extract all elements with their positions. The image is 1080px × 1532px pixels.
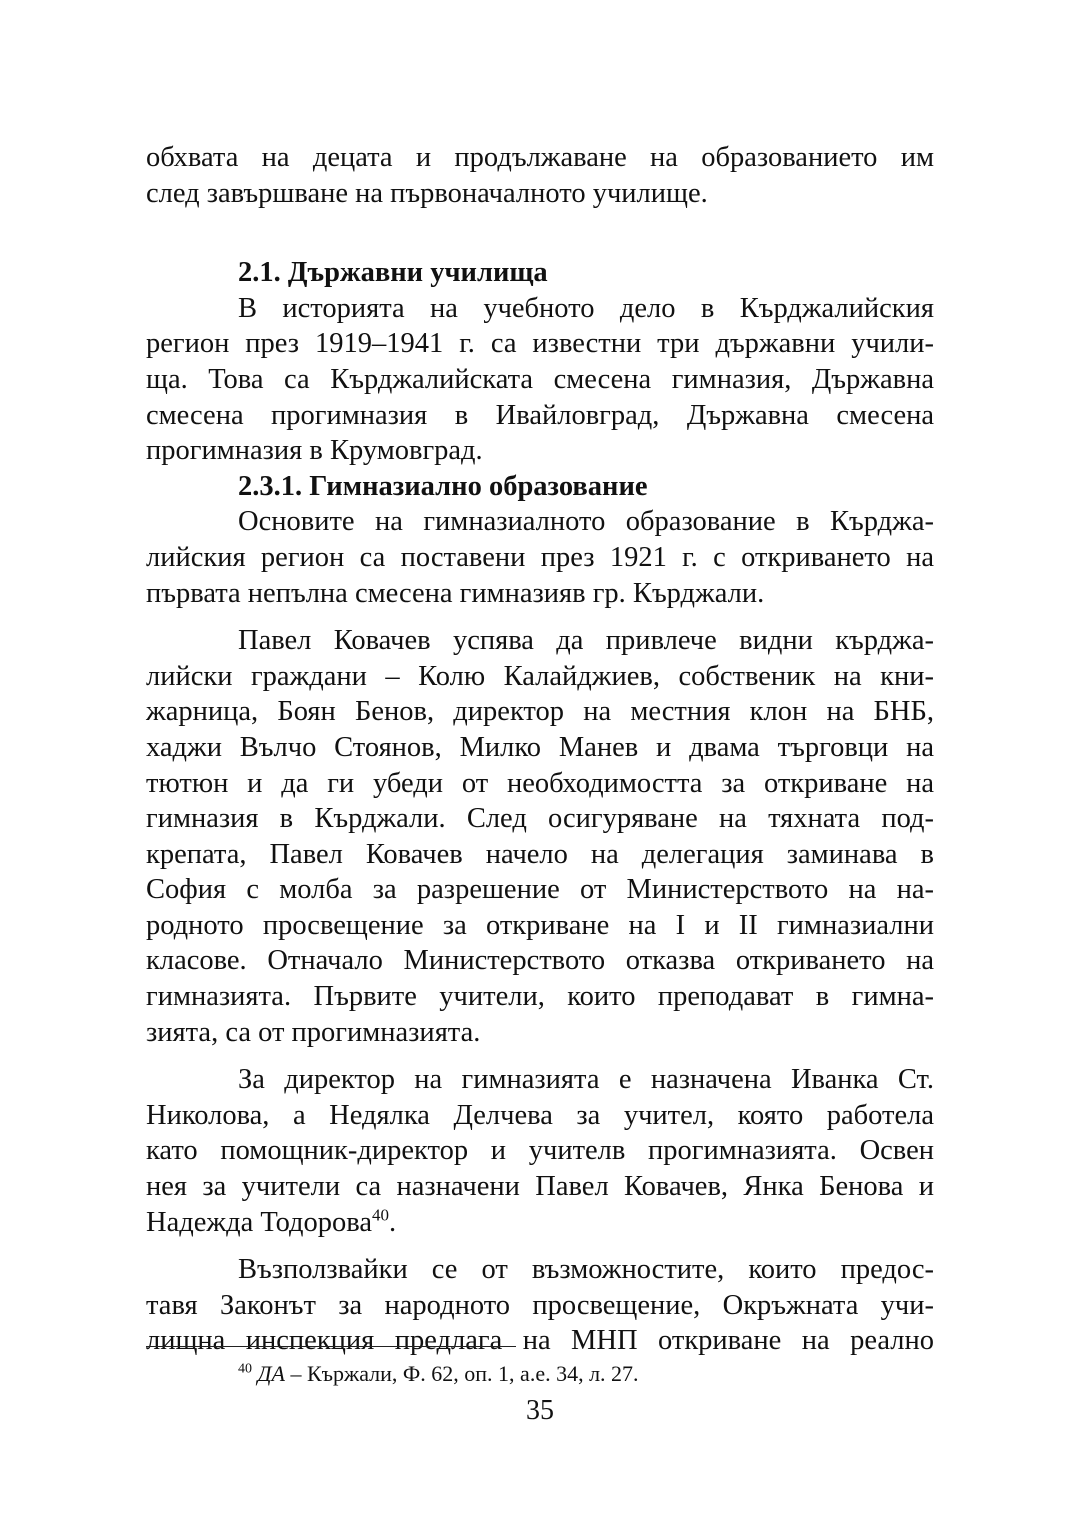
page-body bbox=[146, 140, 934, 1359]
text-line: родното просвещение за откриване на I и II гимназиални bbox=[146, 909, 934, 941]
paragraph-director bbox=[146, 1062, 934, 1240]
section-heading-gymnasium-education: 2.3.1. Гимназиално образование bbox=[238, 470, 648, 502]
text-line: лийски граждани – Колю Калайджиев, собственик на кни- bbox=[146, 660, 934, 692]
text-line: лийския регион са поставени през 1921 г. с откриването на bbox=[146, 541, 934, 573]
text-line: жарница, Боян Бенов, директор на местния клон на БНБ, bbox=[146, 696, 934, 728]
text-line: крепата, Павел Ковачев начело на делегация заминава в bbox=[146, 838, 934, 870]
text-fragment: Надежда Тодорова bbox=[146, 1206, 373, 1238]
text-line: хаджи Вълчо Стоянов, Милко Манев и двама търговци на bbox=[146, 731, 934, 763]
text-line: нея за учители са назначени Павел Ковачев, Янка Бенова и bbox=[146, 1171, 934, 1203]
footnote-text: – Кържали, Ф. 62, оп. 1, а.е. 34, л. 27. bbox=[284, 1361, 639, 1386]
footnote bbox=[238, 1360, 639, 1388]
text-line: смесена прогимназия в Ивайловград, Държавна смесена bbox=[146, 399, 934, 431]
text-line: гимназия в Кърджали. След осигуряване на тяхната под- bbox=[146, 803, 934, 835]
paragraph-intro bbox=[146, 140, 934, 211]
footnote-number: 40 bbox=[238, 1361, 252, 1377]
spacer bbox=[146, 611, 934, 623]
text-line: гимназията. Първите учители, които преподават в гимна- bbox=[146, 981, 934, 1013]
text-line: София с молба за разрешение от Министерството на на- bbox=[146, 874, 934, 906]
paragraph-opportunities bbox=[146, 1252, 934, 1359]
text-line: зията, са от прогимназията. bbox=[146, 1016, 481, 1048]
text-line: Възползвайки се от възможностите, които предос- bbox=[238, 1254, 934, 1286]
text-line: Павел Ковачев успява да привлече видни кърджа- bbox=[238, 625, 934, 657]
text-line: ща. Това са Кърджалийската смесена гимназия, Държавна bbox=[146, 363, 934, 395]
text-line: тавя Законът за народното просвещение, Окръжната учи- bbox=[146, 1289, 934, 1321]
paragraph-pavel-kovachev bbox=[146, 623, 934, 1050]
page-number: 35 bbox=[526, 1395, 554, 1426]
text-line: Надежда Тодорова$^{40}$. bbox=[146, 1205, 397, 1238]
paragraph-foundations bbox=[146, 504, 934, 611]
section-heading-state-schools: 2.1. Държавни училища bbox=[238, 257, 548, 289]
paragraph-state-schools bbox=[146, 291, 934, 469]
spacer bbox=[146, 1050, 934, 1062]
footnote-separator bbox=[146, 1346, 516, 1347]
footnote-source-abbrev: ДА bbox=[257, 1361, 285, 1386]
spacer bbox=[146, 1240, 934, 1252]
text-line: тютюн и да ги убеди от необходимостта за откриване на bbox=[146, 767, 934, 799]
text-line: класове. Отначало Министерството отказва откриването на bbox=[146, 945, 934, 977]
text-line: след завършване на първоначалното училище. bbox=[146, 177, 708, 209]
text-line: В историята на учебното дело в Кърджалийския bbox=[238, 292, 934, 324]
text-line: регион през 1919–1941 г. са известни три държавни учили- bbox=[146, 328, 934, 360]
spacer bbox=[146, 211, 934, 255]
text-line: лищна инспекция предлага на МНП откриване на реално bbox=[146, 1325, 934, 1357]
text-line: Николова, а Недялка Делчева за учител, която работела bbox=[146, 1099, 934, 1131]
text-line: Основите на гимназиалното образование в Кърджа- bbox=[238, 506, 934, 538]
text-line: обхвата на децата и продължаване на образованието им bbox=[146, 142, 934, 173]
text-line: За директор на гимназията е назначена Иванка Ст. bbox=[238, 1064, 934, 1096]
text-line: първата непълна смесена гимназияв гр. Кърджали. bbox=[146, 577, 765, 609]
text-line: прогимназия в Крумовград. bbox=[146, 435, 483, 467]
footnote-reference[interactable]: 40 bbox=[372, 1205, 390, 1225]
text-line: като помощник-директор и учителв прогимназията. Освен bbox=[146, 1135, 934, 1167]
